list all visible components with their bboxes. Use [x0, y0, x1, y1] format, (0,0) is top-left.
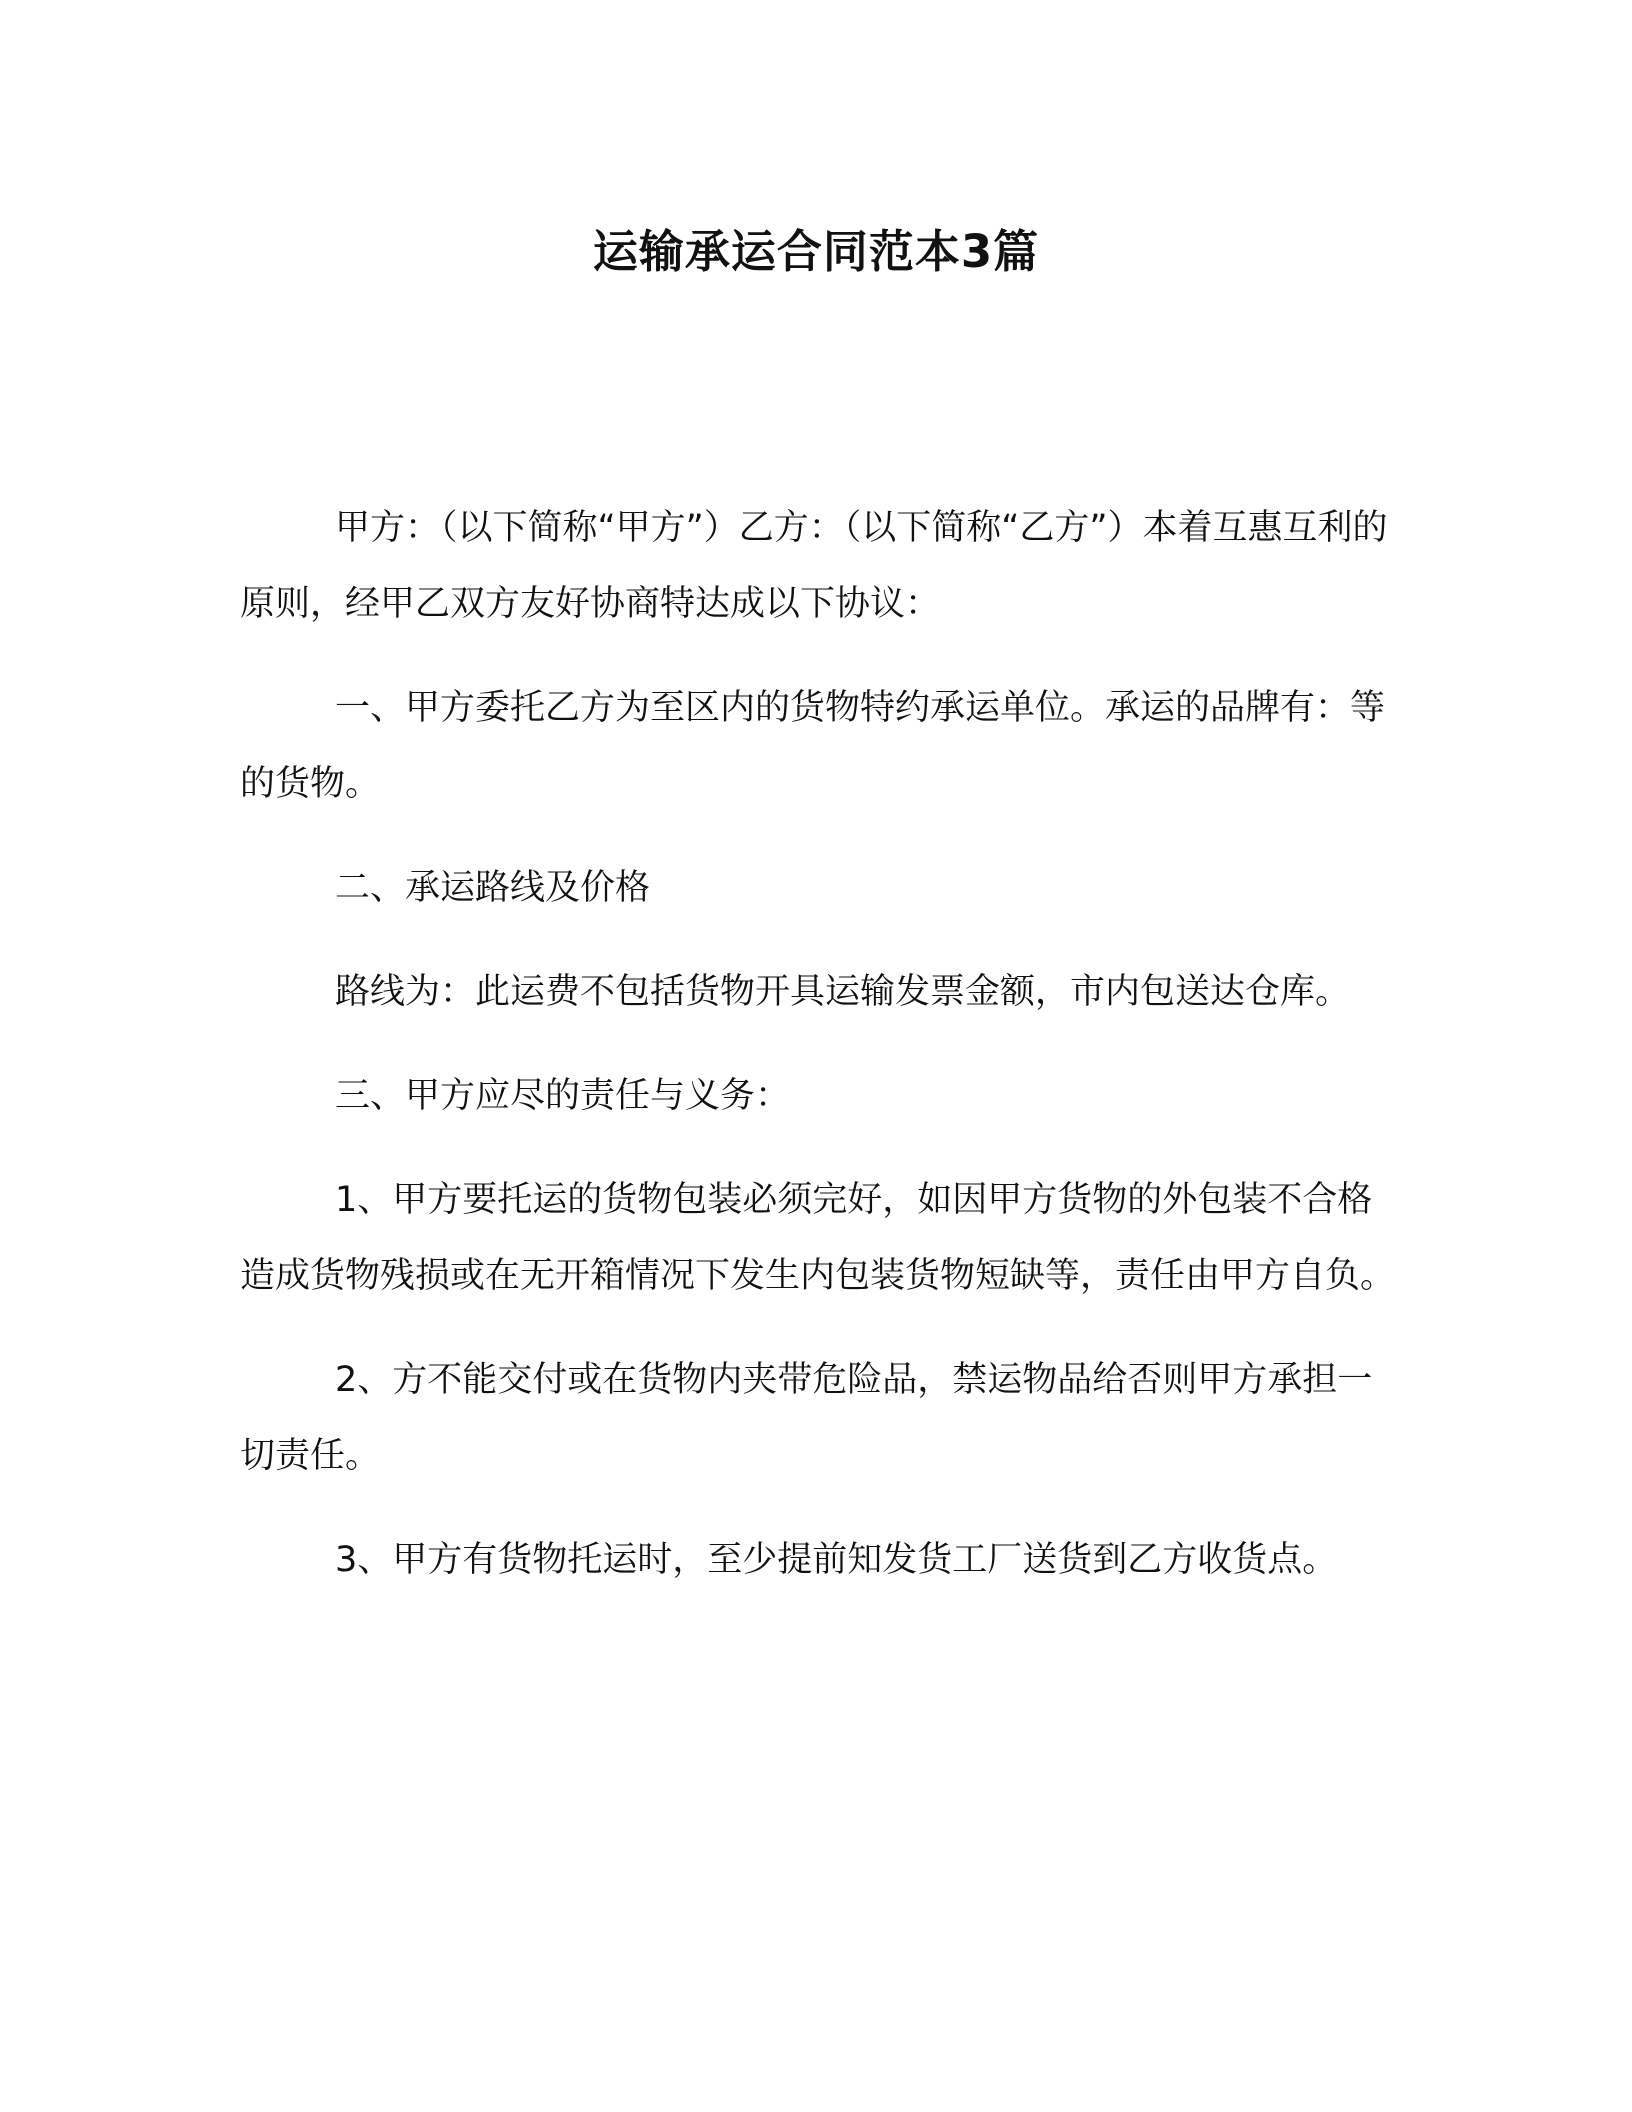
document-body [240, 490, 1400, 1626]
paragraph-item-1: 1、甲方要托运的货物包装必须完好，如因甲方货物的外包装不合格造成货物残损或在无开箱情况下发生内包装货物短缺等，责任由甲方自负。 [240, 1180, 1396, 1296]
paragraph-item-2: 2、方不能交付或在货物内夹带危险品，禁运物品给否则甲方承担一切责任。 [240, 1360, 1373, 1476]
paragraph-clause-1: 一、甲方委托乙方为至区内的货物特约承运单位。承运的品牌有：等的货物。 [240, 688, 1386, 804]
paragraph-route: 路线为：此运费不包括货物开具运输发票金额，市内包送达仓库。 [335, 972, 1351, 1012]
paragraph-parties: 甲方：（以下简称“甲方”）乙方：（以下简称“乙方”）本着互惠互利的原则，经甲乙双方友好协商特达成以下协议： [240, 508, 1388, 624]
document-title: 运输承运合同范本3篇 [592, 225, 1040, 278]
paragraph-clause-2-heading: 二、承运路线及价格 [335, 868, 651, 908]
paragraph-item-3: 3、甲方有货物托运时，至少提前知发货工厂送货到乙方收货点。 [335, 1540, 1338, 1580]
paragraph-clause-3-heading: 三、甲方应尽的责任与义务： [335, 1076, 791, 1116]
